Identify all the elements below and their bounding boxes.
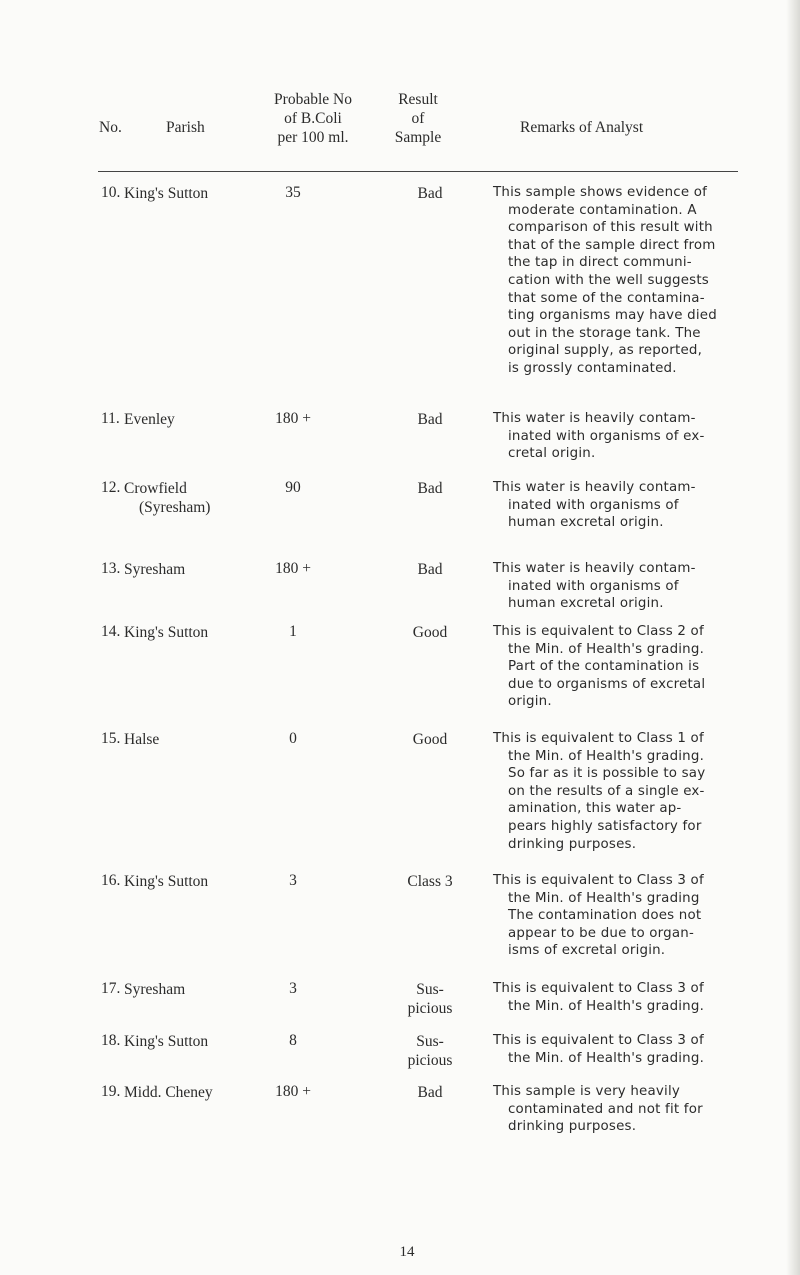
row-number: 12. <box>101 479 121 496</box>
result-line: Bad <box>417 1084 443 1101</box>
row-coli-count: 180 + <box>275 410 311 427</box>
remark-line: the Min. of Health's grading. <box>508 1050 705 1066</box>
row-number: 11. <box>101 410 120 427</box>
header-parish <box>166 118 205 137</box>
result-line: Good <box>412 624 448 641</box>
parish-line: Crowfield <box>124 480 187 497</box>
header-coli-line: Probable No <box>274 91 352 108</box>
header-no-label: No. <box>99 119 122 136</box>
remark-line: This sample is very heavily <box>493 1084 680 1099</box>
remark-line: the Min. of Health's grading. <box>508 998 705 1014</box>
row-coli-count: 35 <box>285 184 301 201</box>
remark-line: This sample shows evidence of <box>493 185 708 200</box>
row-number: 13. <box>101 560 121 577</box>
parish-line: Halse <box>124 731 160 748</box>
remark-line: the tap in direct communi- <box>508 255 692 271</box>
remark-line: This is equivalent to Class 3 of <box>493 981 704 996</box>
header-result-line: Result <box>398 91 438 108</box>
result-line: Bad <box>417 480 443 497</box>
remark-line: that of the sample direct from <box>508 237 716 253</box>
row-remarks <box>493 479 743 532</box>
parish-line: King's Sutton <box>124 873 209 890</box>
parish-line: Midd. Cheney <box>124 1084 213 1101</box>
row-result <box>380 730 480 749</box>
row-remarks <box>493 560 743 613</box>
row-result <box>380 410 480 429</box>
header-remarks <box>520 118 643 137</box>
remark-line: Part of the contamination is <box>508 659 700 675</box>
row-remarks <box>493 1032 743 1067</box>
row-coli-count: 0 <box>289 730 297 747</box>
remark-line: This water is heavily contam- <box>493 561 696 576</box>
row-result <box>380 560 480 579</box>
row-remarks <box>493 730 743 853</box>
header-result-line: of <box>411 110 425 127</box>
remark-line: on the results of a single ex- <box>508 783 705 799</box>
row-result <box>380 872 480 891</box>
remark-line: contaminated and not fit for <box>508 1101 703 1117</box>
remark-line: is grossly contaminated. <box>508 360 677 376</box>
result-line: picious <box>407 1000 453 1017</box>
remark-line: inated with organisms of <box>508 497 679 513</box>
row-result <box>380 980 480 1018</box>
row-coli-count: 180 + <box>275 560 311 577</box>
remark-line: pears highly satisfactory for <box>508 818 702 834</box>
remark-line: This is equivalent to Class 1 of <box>493 731 704 746</box>
row-number: 19. <box>101 1083 121 1100</box>
remark-line: human excretal origin. <box>508 515 664 531</box>
row-number: 16. <box>101 872 121 889</box>
row-remarks <box>493 872 743 960</box>
row-coli-count: 180 + <box>275 1083 311 1100</box>
remark-line: appear to be due to organ- <box>508 925 694 941</box>
parish-line: (Syresham) <box>139 499 211 516</box>
row-remarks <box>493 623 743 711</box>
remark-line: This is equivalent to Class 3 of <box>493 873 704 888</box>
remark-line: ting organisms may have died <box>508 308 717 324</box>
remark-line: This water is heavily contam- <box>493 411 696 426</box>
remark-line: the Min. of Health's grading. <box>508 641 705 657</box>
remark-line: out in the storage tank. The <box>508 325 701 341</box>
row-number: 17. <box>101 980 121 997</box>
row-number: 18. <box>101 1032 121 1049</box>
remark-line: drinking purposes. <box>508 836 637 852</box>
remark-line: cation with the well suggests <box>508 272 709 288</box>
result-line: Sus- <box>416 981 444 998</box>
remark-line: inated with organisms of ex- <box>508 428 705 444</box>
header-coli-line: per 100 ml. <box>277 129 349 146</box>
row-result <box>380 1032 480 1070</box>
row-remarks <box>493 980 743 1015</box>
parish-line: Evenley <box>124 411 175 428</box>
remark-line: original supply, as reported, <box>508 343 703 359</box>
row-number: 14. <box>101 623 121 640</box>
row-coli-count: 3 <box>289 980 297 997</box>
parish-line: King's Sutton <box>124 185 209 202</box>
result-line: Bad <box>417 411 443 428</box>
page-edge-shadow <box>786 0 800 1275</box>
result-line: Bad <box>417 185 443 202</box>
header-result <box>368 90 468 147</box>
remark-line: due to organisms of excretal <box>508 676 706 692</box>
row-number: 15. <box>101 730 121 747</box>
remark-line: origin. <box>508 694 552 710</box>
row-coli-count: 1 <box>289 623 297 640</box>
remark-line: isms of excretal origin. <box>508 943 666 959</box>
row-remarks <box>493 184 743 378</box>
result-line: Bad <box>417 561 443 578</box>
remark-line: This water is heavily contam- <box>493 480 696 495</box>
parish-line: King's Sutton <box>124 624 209 641</box>
remark-line: inated with organisms of <box>508 578 679 594</box>
parish-line: King's Sutton <box>124 1033 209 1050</box>
row-result <box>380 1083 480 1102</box>
row-coli-count: 3 <box>289 872 297 889</box>
remark-line: This is equivalent to Class 2 of <box>493 624 704 639</box>
remark-line: that some of the contamina- <box>508 290 705 306</box>
header-divider <box>98 171 738 172</box>
header-parish-label: Parish <box>166 119 205 136</box>
remark-line: the Min. of Health's grading <box>508 890 700 906</box>
header-result-line: Sample <box>394 129 442 146</box>
result-line: Good <box>412 731 448 748</box>
remark-line: So far as it is possible to say <box>508 766 706 782</box>
parish-line: Syresham <box>124 561 186 578</box>
row-coli-count: 8 <box>289 1032 297 1049</box>
header-coli-line: of B.Coli <box>284 110 342 127</box>
remark-line: drinking purposes. <box>508 1119 637 1135</box>
remark-line: comparison of this result with <box>508 220 713 236</box>
remark-line: human excretal origin. <box>508 596 664 612</box>
remark-line: amination, this water ap- <box>508 801 682 817</box>
row-number: 10. <box>101 184 121 201</box>
header-no <box>99 118 122 137</box>
remark-line: The contamination does not <box>508 908 702 924</box>
header-remarks-label: Remarks of Analyst <box>520 119 644 136</box>
row-result <box>380 184 480 203</box>
row-result <box>380 623 480 642</box>
result-line: Sus- <box>416 1033 444 1050</box>
row-remarks <box>493 1083 743 1136</box>
row-coli-count: 90 <box>285 479 301 496</box>
header-coli <box>243 90 383 147</box>
result-line: Class 3 <box>407 873 453 890</box>
row-remarks <box>493 410 743 463</box>
remark-line: moderate contamination. A <box>508 202 697 218</box>
row-result <box>380 479 480 498</box>
parish-line: Syresham <box>124 981 186 998</box>
page-number: 14 <box>399 1244 415 1260</box>
remark-line: the Min. of Health's grading. <box>508 748 705 764</box>
remark-line: cretal origin. <box>508 446 596 462</box>
remark-line: This is equivalent to Class 3 of <box>493 1033 704 1048</box>
result-line: picious <box>407 1052 453 1069</box>
